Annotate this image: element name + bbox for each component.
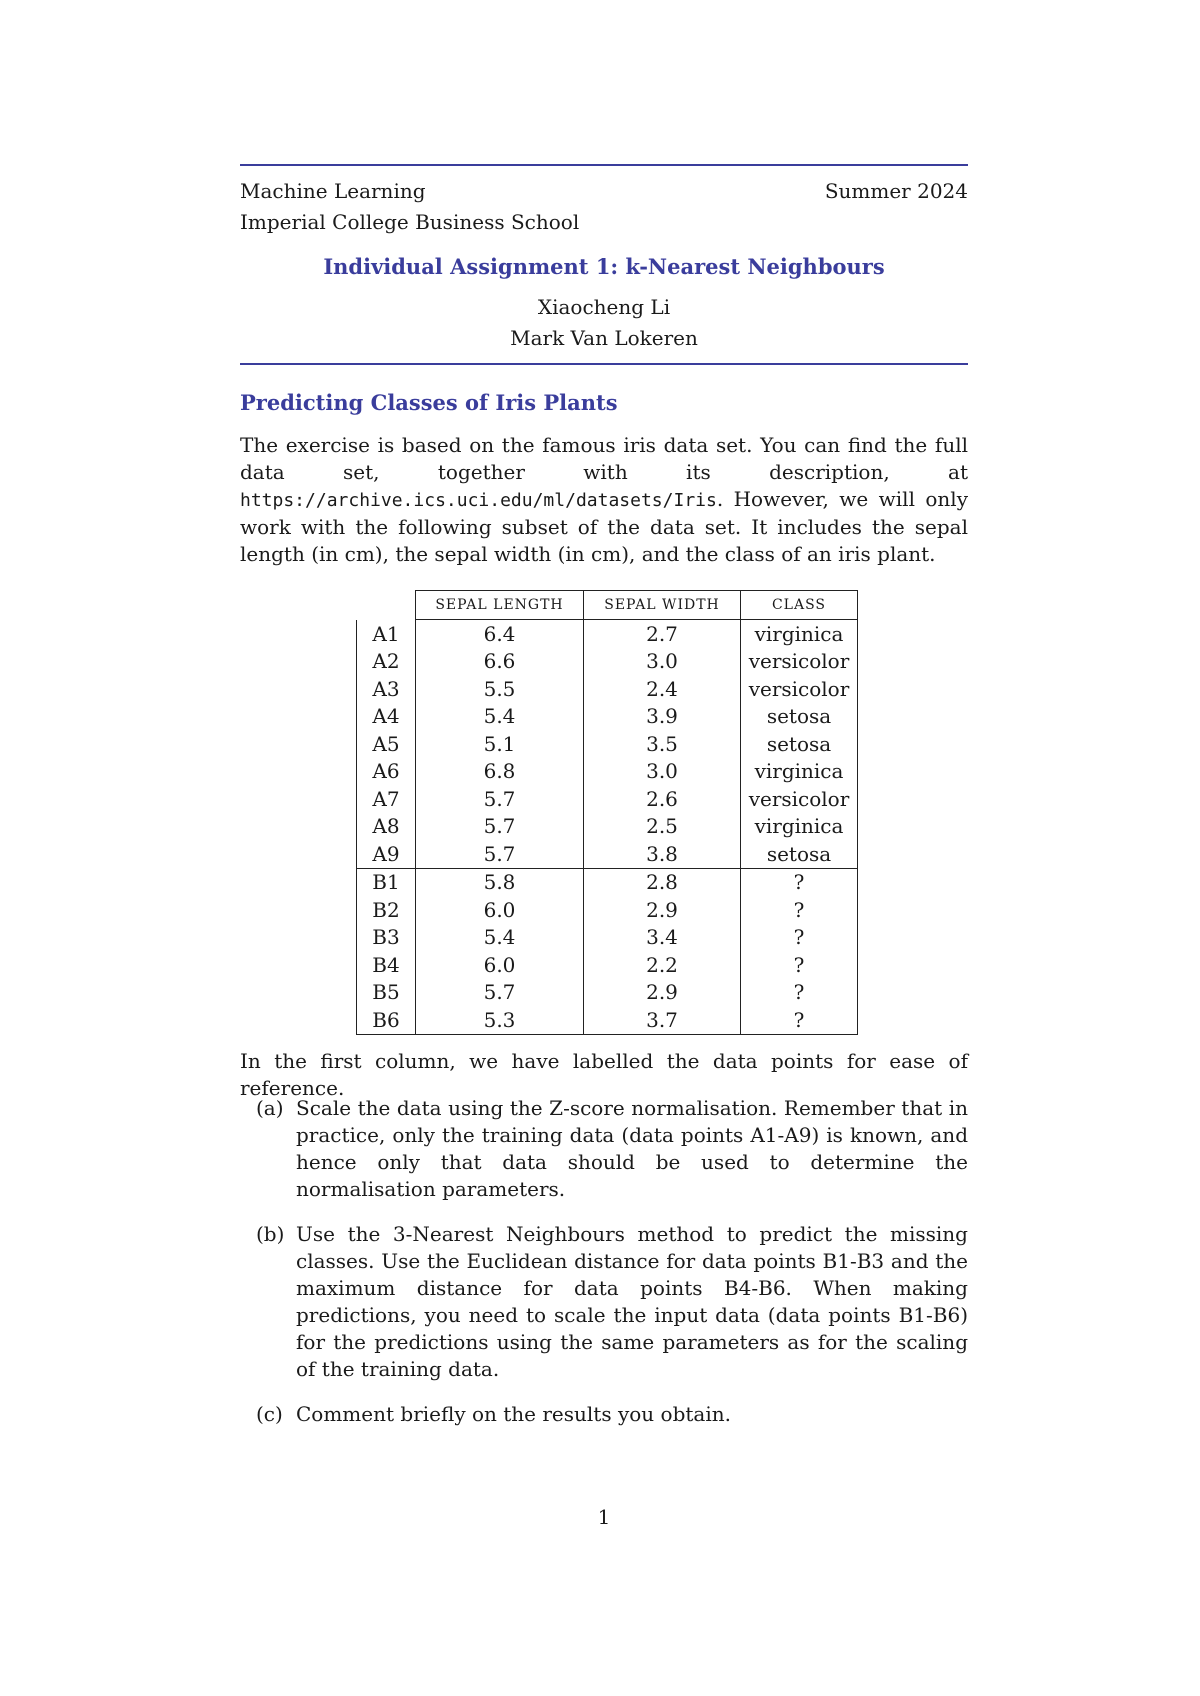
sepal-length-cell: 5.7 bbox=[416, 979, 584, 1007]
row-label: A3 bbox=[357, 675, 416, 703]
table-row bbox=[357, 868, 858, 896]
table-row bbox=[357, 924, 858, 952]
header-class: CLASS bbox=[741, 591, 858, 620]
table-row bbox=[357, 813, 858, 841]
page-number: 1 bbox=[597, 1505, 611, 1529]
question-text: Scale the data using the Z-score normalisation. Remember that in practice, only the training data (data points A1-A9) is known, and hence only that data should be used to determine the normalisation parameters. bbox=[296, 1096, 968, 1201]
table-row bbox=[357, 840, 858, 868]
table-row bbox=[357, 703, 858, 731]
section-heading: Predicting Classes of Iris Plants bbox=[240, 390, 618, 415]
intro-paragraph bbox=[240, 432, 968, 568]
question-label: (c) bbox=[256, 1402, 283, 1426]
row-label: A5 bbox=[357, 730, 416, 758]
intro-text-1: The exercise is based on the famous iris data set. You can find the full data set, together with its description, at bbox=[240, 433, 968, 484]
test-rows bbox=[357, 868, 858, 1034]
school-name: Imperial College Business School bbox=[240, 210, 580, 234]
row-label: A2 bbox=[357, 648, 416, 676]
class-cell: ? bbox=[741, 896, 858, 924]
row-label: A6 bbox=[357, 758, 416, 786]
sepal-width-cell: 3.0 bbox=[584, 758, 741, 786]
table-row bbox=[357, 620, 858, 648]
sepal-width-cell: 2.4 bbox=[584, 675, 741, 703]
row-label: A8 bbox=[357, 813, 416, 841]
author-1: Xiaocheng Li bbox=[537, 295, 671, 319]
sepal-length-cell: 6.8 bbox=[416, 758, 584, 786]
row-label: A4 bbox=[357, 703, 416, 731]
class-cell: ? bbox=[741, 951, 858, 979]
table-header-row bbox=[357, 591, 858, 620]
document-title: Individual Assignment 1: k-Nearest Neighbours bbox=[323, 254, 885, 279]
sepal-width-cell: 3.8 bbox=[584, 840, 741, 868]
class-cell: virginica bbox=[741, 620, 858, 648]
sepal-width-cell: 2.9 bbox=[584, 979, 741, 1007]
class-cell: virginica bbox=[741, 813, 858, 841]
sepal-width-cell: 3.7 bbox=[584, 1006, 741, 1034]
class-cell: versicolor bbox=[741, 648, 858, 676]
class-cell: ? bbox=[741, 979, 858, 1007]
top-rule bbox=[240, 164, 968, 166]
class-cell: ? bbox=[741, 868, 858, 896]
sepal-length-cell: 5.4 bbox=[416, 703, 584, 731]
class-cell: setosa bbox=[741, 730, 858, 758]
term: Summer 2024 bbox=[824, 179, 968, 203]
row-label: A7 bbox=[357, 785, 416, 813]
question-text: Use the 3-Nearest Neighbours method to predict the missing classes. Use the Euclidean distance for data points B1-B3 and the maximum distance for data points B4-B6. When making predictions, you need to scale the input data (data points B1-B6) for the predictions using the same parameters as for the scaling of the training data. bbox=[296, 1222, 968, 1381]
bottom-rule bbox=[240, 363, 968, 365]
sepal-length-cell: 5.7 bbox=[416, 785, 584, 813]
row-label: B4 bbox=[357, 951, 416, 979]
class-cell: setosa bbox=[741, 840, 858, 868]
course-name: Machine Learning bbox=[240, 179, 426, 203]
sepal-width-cell: 3.0 bbox=[584, 648, 741, 676]
row-label: B1 bbox=[357, 868, 416, 896]
table-row bbox=[357, 951, 858, 979]
table-row bbox=[357, 675, 858, 703]
header-blank bbox=[357, 591, 416, 620]
sepal-width-cell: 3.5 bbox=[584, 730, 741, 758]
row-label: B3 bbox=[357, 924, 416, 952]
sepal-length-cell: 6.6 bbox=[416, 648, 584, 676]
question-a bbox=[240, 1095, 968, 1203]
sepal-width-cell: 2.9 bbox=[584, 896, 741, 924]
sepal-width-cell: 2.8 bbox=[584, 868, 741, 896]
sepal-width-cell: 2.5 bbox=[584, 813, 741, 841]
table-row bbox=[357, 758, 858, 786]
table-row bbox=[357, 648, 858, 676]
class-cell: versicolor bbox=[741, 675, 858, 703]
table-row bbox=[357, 979, 858, 1007]
table-row bbox=[357, 785, 858, 813]
class-cell: setosa bbox=[741, 703, 858, 731]
sepal-length-cell: 5.7 bbox=[416, 840, 584, 868]
sepal-length-cell: 5.3 bbox=[416, 1006, 584, 1034]
sepal-width-cell: 3.9 bbox=[584, 703, 741, 731]
intro-text-2: . However, we will only work with the following subset of the data set. It includes the sepal length (in cm), the sepal width (in cm), and the class of an iris plant. bbox=[240, 487, 968, 566]
training-rows bbox=[357, 620, 858, 869]
question-label: (a) bbox=[256, 1096, 284, 1120]
sepal-length-cell: 5.5 bbox=[416, 675, 584, 703]
sepal-length-cell: 5.4 bbox=[416, 924, 584, 952]
row-label: B6 bbox=[357, 1006, 416, 1034]
question-list bbox=[240, 1095, 968, 1446]
class-cell: ? bbox=[741, 924, 858, 952]
question-label: (b) bbox=[256, 1222, 285, 1246]
table-row bbox=[357, 730, 858, 758]
header-sepal-length: SEPAL LENGTH bbox=[416, 591, 584, 620]
dataset-url-link[interactable]: https://archive.ics.uci.edu/ml/datasets/Iris bbox=[240, 490, 717, 511]
row-label: B5 bbox=[357, 979, 416, 1007]
sepal-width-cell: 2.7 bbox=[584, 620, 741, 648]
sepal-width-cell: 3.4 bbox=[584, 924, 741, 952]
iris-data-table bbox=[356, 590, 858, 1035]
row-label: B2 bbox=[357, 896, 416, 924]
sepal-length-cell: 6.4 bbox=[416, 620, 584, 648]
sepal-width-cell: 2.2 bbox=[584, 951, 741, 979]
table-row bbox=[357, 896, 858, 924]
row-label: A1 bbox=[357, 620, 416, 648]
sepal-length-cell: 5.7 bbox=[416, 813, 584, 841]
question-c bbox=[240, 1401, 968, 1428]
author-2: Mark Van Lokeren bbox=[510, 326, 698, 350]
sepal-width-cell: 2.6 bbox=[584, 785, 741, 813]
question-text: Comment briefly on the results you obtain. bbox=[296, 1402, 731, 1426]
row-label: A9 bbox=[357, 840, 416, 868]
sepal-length-cell: 6.0 bbox=[416, 951, 584, 979]
header-sepal-width: SEPAL WIDTH bbox=[584, 591, 741, 620]
question-b bbox=[240, 1221, 968, 1383]
after-table-text: In the first column, we have labelled the data points for ease of reference. bbox=[240, 1049, 968, 1100]
class-cell: ? bbox=[741, 1006, 858, 1034]
sepal-length-cell: 5.1 bbox=[416, 730, 584, 758]
sepal-length-cell: 6.0 bbox=[416, 896, 584, 924]
sepal-length-cell: 5.8 bbox=[416, 868, 584, 896]
table-row bbox=[357, 1006, 858, 1034]
class-cell: virginica bbox=[741, 758, 858, 786]
class-cell: versicolor bbox=[741, 785, 858, 813]
